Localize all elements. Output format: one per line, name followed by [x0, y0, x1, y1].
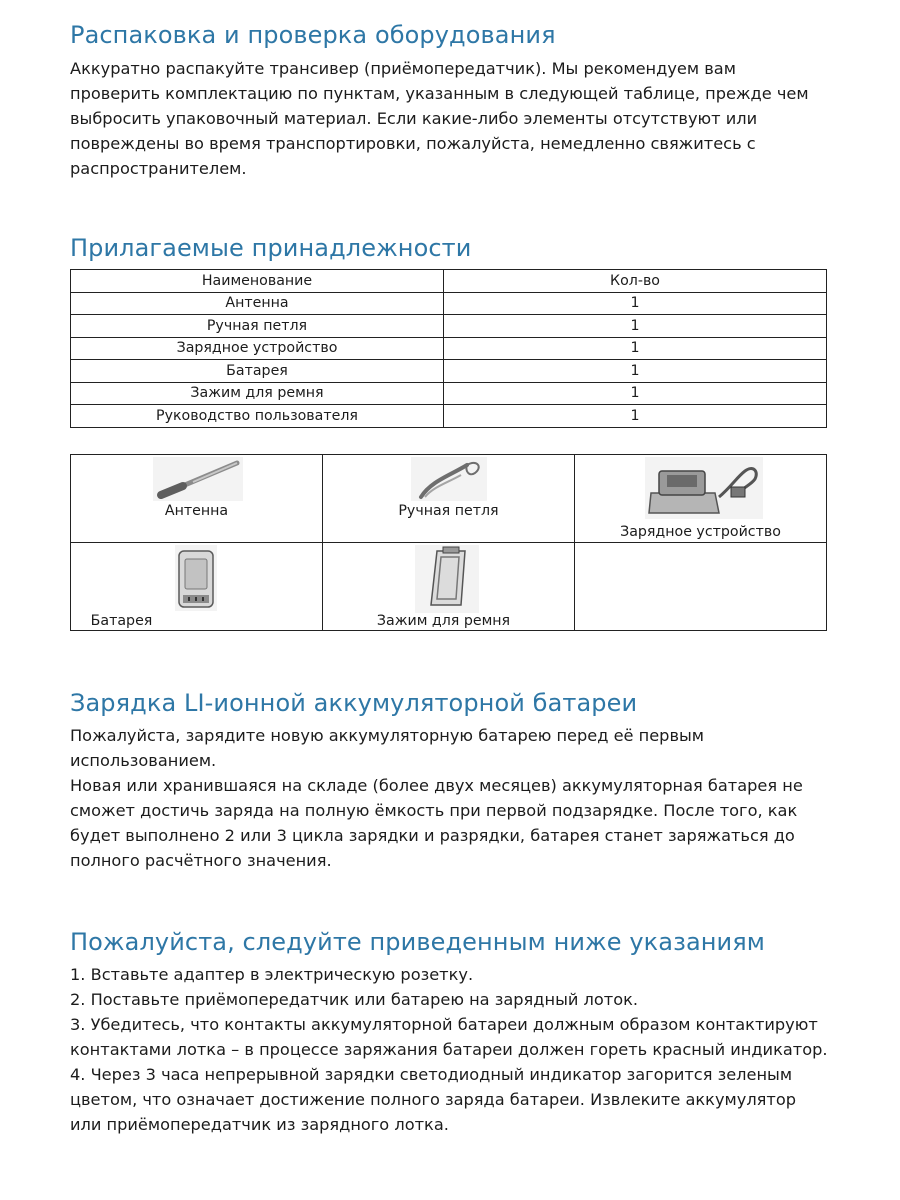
- image-cell-empty: [575, 543, 827, 631]
- instruction-step: 3. Убедитесь, что контакты аккумуляторной батареи должным образом контактируют контактами лотка – в процессе заряжания батареи должен гореть красный индикатор.: [70, 1015, 828, 1059]
- table-row: [71, 315, 827, 338]
- charging-paragraph-2: Новая или хранившаяся на складе (более двух месяцев) аккумуляторная батарея не сможет достичь заряда на полную ёмкость при первой подзарядке. После того, как будет выполнено 2 или 3 цикла зарядки и разрядки, батарея станет заряжаться до полного расчётного значения.: [70, 776, 803, 870]
- item-name: Батарея: [71, 360, 444, 383]
- battery-caption: Батарея: [90, 613, 153, 629]
- table-row: [71, 337, 827, 360]
- instruction-step: 1. Вставьте адаптер в электрическую розетку.: [70, 965, 474, 984]
- item-name: Зажим для ремня: [71, 382, 444, 405]
- belt-clip-caption: Зажим для ремня: [376, 613, 511, 629]
- image-cell-charger: [575, 455, 827, 543]
- charger-caption: Зарядное устройство: [620, 524, 781, 540]
- column-header-name: Наименование: [71, 270, 444, 293]
- item-qty: 1: [444, 382, 827, 405]
- charging-text: [70, 723, 830, 873]
- item-qty: 1: [444, 337, 827, 360]
- item-qty: 1: [444, 360, 827, 383]
- battery-image: [175, 545, 217, 611]
- image-cell-clip: [323, 543, 575, 631]
- accessories-image-grid: [70, 454, 827, 631]
- section-title-charging: Зарядка LI-ионной аккумуляторной батареи: [70, 689, 638, 717]
- item-qty: 1: [444, 315, 827, 338]
- instruction-step: 2. Поставьте приёмопередатчик или батарею на зарядный лоток.: [70, 990, 639, 1009]
- section-title-unpacking: Распаковка и проверка оборудования: [70, 21, 556, 49]
- table-row: [71, 405, 827, 428]
- hand-strap-caption: Ручная петля: [398, 503, 499, 519]
- antenna-caption: Антенна: [164, 503, 229, 519]
- accessories-table: [70, 269, 827, 428]
- item-name: Ручная петля: [71, 315, 444, 338]
- charging-paragraph-1: Пожалуйста, зарядите новую аккумуляторную батарею перед её первым использованием.: [70, 726, 704, 770]
- section-title-instructions: Пожалуйста, следуйте приведенным ниже указаниям: [70, 928, 765, 956]
- image-cell-strap: [323, 455, 575, 543]
- unpacking-paragraph: Аккуратно распакуйте трансивер (приёмопередатчик). Мы рекомендуем вам проверить комплектацию по пунктам, указанным в следующей таблице, прежде чем выбросить упаковочный материал. Если какие-либо элементы отсутствуют или повреждены во время транспортировки, пожалуйста, немедленно свяжитесь с распространителем.: [70, 59, 809, 178]
- charger-image: [645, 457, 763, 519]
- column-header-qty: Кол-во: [444, 270, 827, 293]
- instructions-list: [70, 962, 830, 1137]
- table-row: [71, 382, 827, 405]
- image-cell-antenna: [71, 455, 323, 543]
- item-qty: 1: [444, 292, 827, 315]
- table-row: [71, 292, 827, 315]
- hand-strap-image: [411, 457, 487, 501]
- item-name: Руководство пользователя: [71, 405, 444, 428]
- belt-clip-image: [415, 545, 479, 613]
- image-cell-battery: [71, 543, 323, 631]
- antenna-image: [153, 457, 243, 501]
- item-name: Зарядное устройство: [71, 337, 444, 360]
- instruction-step: 4. Через 3 часа непрерывной зарядки светодиодный индикатор загорится зеленым цветом, что означает достижение полного заряда батареи. Извлеките аккумулятор или приёмопередатчик из зарядного лотка.: [70, 1065, 797, 1134]
- item-qty: 1: [444, 405, 827, 428]
- section-title-accessories: Прилагаемые принадлежности: [70, 234, 472, 262]
- table-row: [71, 360, 827, 383]
- table-header-row: [71, 270, 827, 293]
- item-name: Антенна: [71, 292, 444, 315]
